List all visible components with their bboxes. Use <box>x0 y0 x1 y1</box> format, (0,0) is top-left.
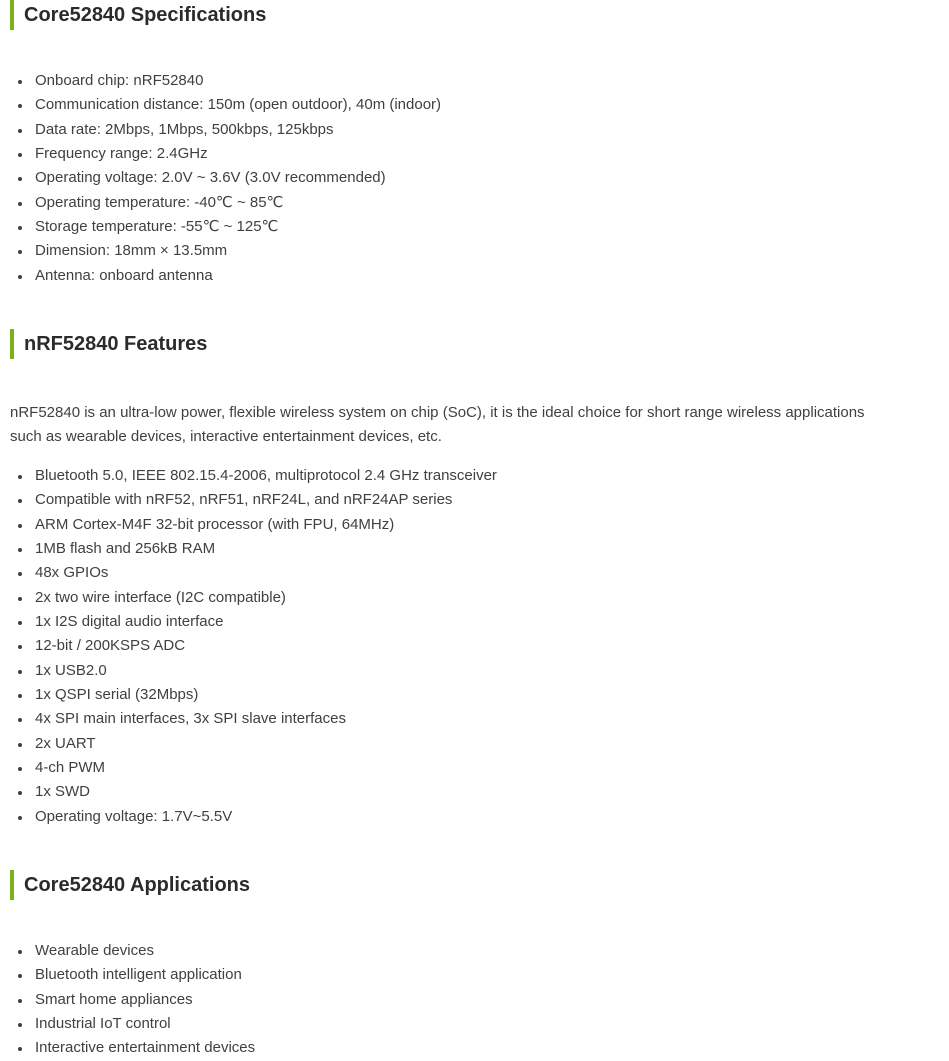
list-item: ARM Cortex-M4F 32-bit processor (with FPU, 64MHz) <box>0 513 497 537</box>
list-item: Bluetooth intelligent application <box>0 963 255 987</box>
list-item: 1x SWD <box>0 780 497 804</box>
heading-title: nRF52840 Features <box>24 332 208 355</box>
list-item: Operating temperature: -40℃ ~ 85℃ <box>0 191 441 215</box>
heading-accent-bar <box>10 329 14 359</box>
paragraph-line: such as wearable devices, interactive entertainment devices, etc. <box>10 428 442 445</box>
features-list <box>0 464 497 829</box>
list-item: Data rate: 2Mbps, 1Mbps, 500kbps, 125kbps <box>0 118 441 142</box>
list-item: 48x GPIOs <box>0 561 497 585</box>
list-item: 12-bit / 200KSPS ADC <box>0 634 497 658</box>
heading-title: Core52840 Applications <box>24 873 251 896</box>
section-heading-features <box>10 329 207 359</box>
heading-accent-bar <box>10 0 14 30</box>
heading-accent-bar <box>10 870 14 900</box>
list-item: Dimension: 18mm × 13.5mm <box>0 239 441 263</box>
list-item: Onboard chip: nRF52840 <box>0 69 441 93</box>
list-item: 1x QSPI serial (32Mbps) <box>0 683 497 707</box>
paragraph-line: nRF52840 is an ultra-low power, flexible wireless system on chip (SoC), it is the ideal choice for short range wireless applications <box>10 404 865 421</box>
list-item: 2x UART <box>0 732 497 756</box>
section-heading-specifications <box>10 0 266 30</box>
list-item: Communication distance: 150m (open outdoor), 40m (indoor) <box>0 93 441 117</box>
list-item: Frequency range: 2.4GHz <box>0 142 441 166</box>
applications-list <box>0 939 255 1061</box>
list-item: 4-ch PWM <box>0 756 497 780</box>
list-item: Antenna: onboard antenna <box>0 264 441 288</box>
list-item: Bluetooth 5.0, IEEE 802.15.4-2006, multiprotocol 2.4 GHz transceiver <box>0 464 497 488</box>
list-item: Operating voltage: 1.7V~5.5V <box>0 805 497 829</box>
features-intro-paragraph <box>10 401 945 449</box>
specifications-list <box>0 69 441 288</box>
list-item: Storage temperature: -55℃ ~ 125℃ <box>0 215 441 239</box>
list-item: Industrial IoT control <box>0 1012 255 1036</box>
list-item: Interactive entertainment devices <box>0 1036 255 1060</box>
section-heading-applications <box>10 870 250 900</box>
list-item: 1x USB2.0 <box>0 659 497 683</box>
list-item: 1MB flash and 256kB RAM <box>0 537 497 561</box>
list-item: 1x I2S digital audio interface <box>0 610 497 634</box>
list-item: 4x SPI main interfaces, 3x SPI slave interfaces <box>0 707 497 731</box>
list-item: 2x two wire interface (I2C compatible) <box>0 586 497 610</box>
list-item: Operating voltage: 2.0V ~ 3.6V (3.0V recommended) <box>0 166 441 190</box>
heading-title: Core52840 Specifications <box>24 3 267 26</box>
list-item: Compatible with nRF52, nRF51, nRF24L, and nRF24AP series <box>0 488 497 512</box>
list-item: Smart home appliances <box>0 988 255 1012</box>
list-item: Wearable devices <box>0 939 255 963</box>
